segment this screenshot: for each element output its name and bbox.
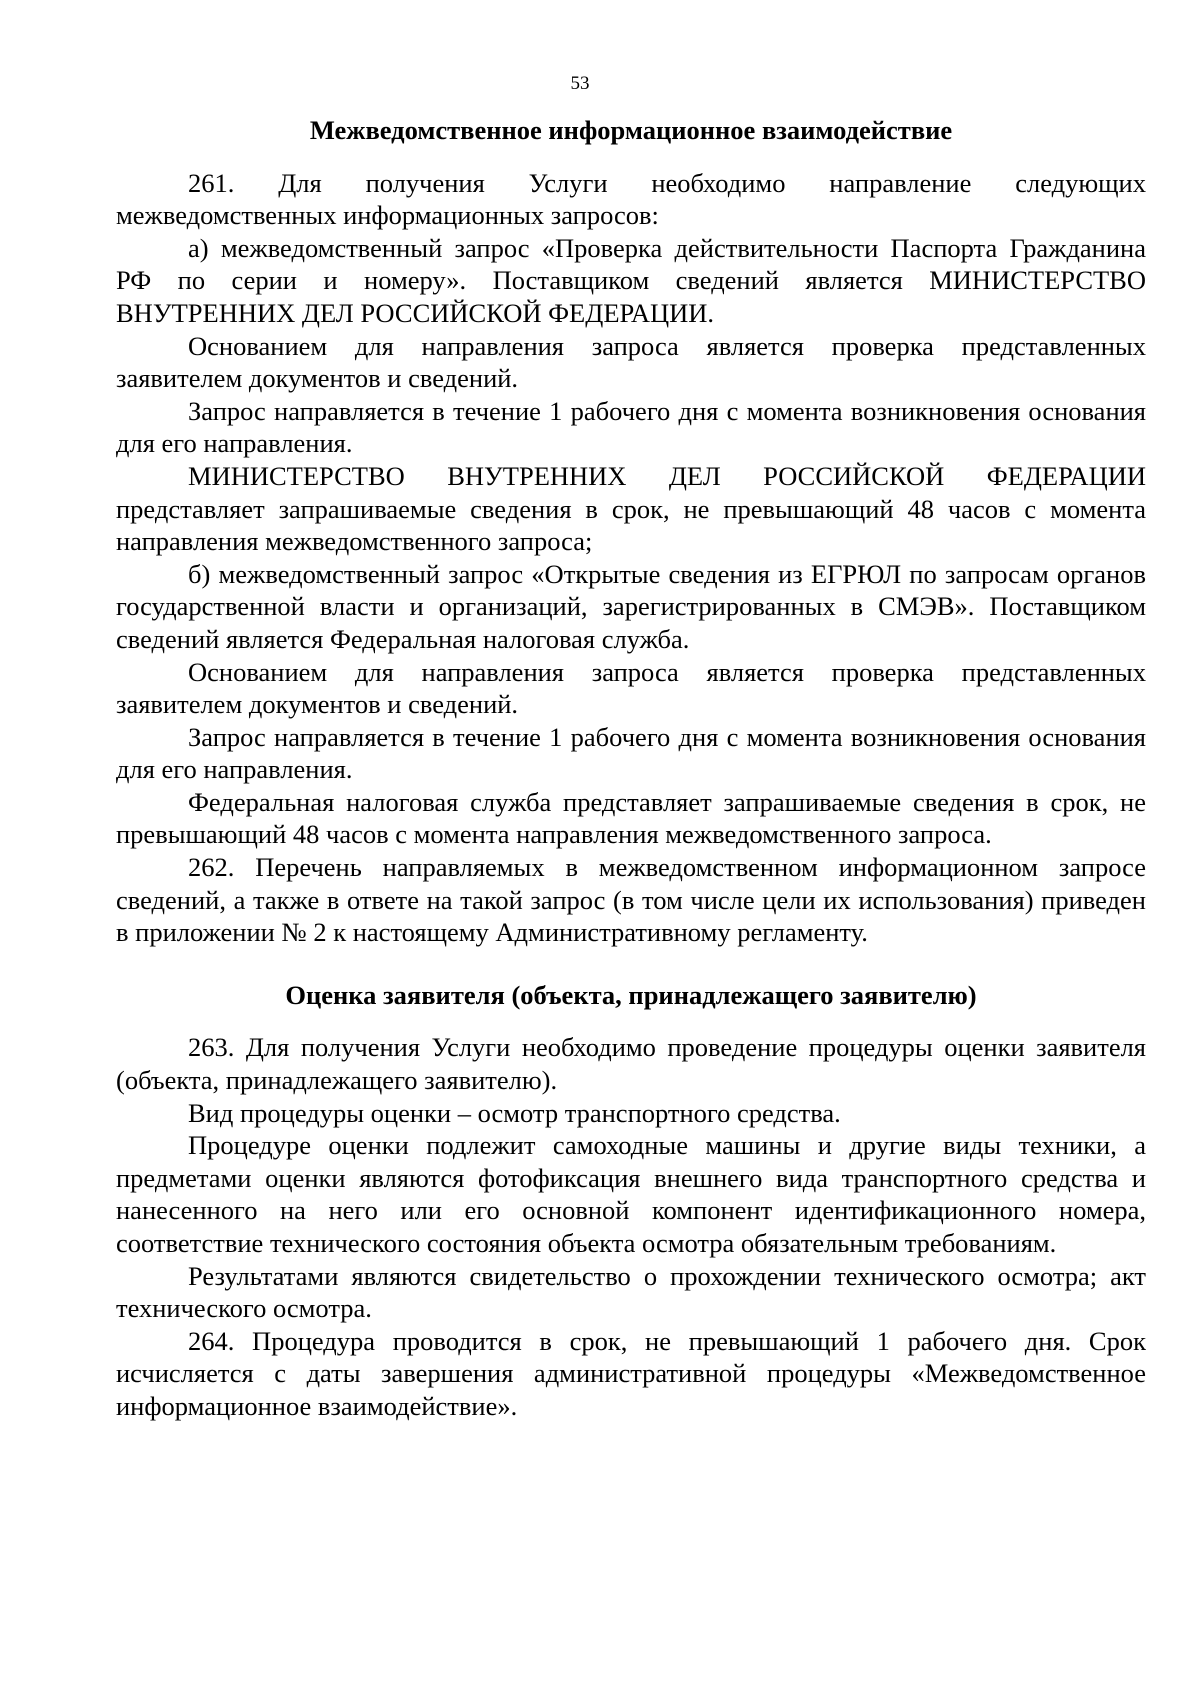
paragraph-262: 262. Перечень направляемых в межведомственном информационном запросе сведений, а также в ответе на такой запрос (в том числе цели их использования) приведен в приложении № 2 к настоящему Административному регламенту. [116,852,1146,948]
paragraph-basis-a: Основанием для направления запроса является проверка представленных заявителем документов и сведений. [116,330,1146,394]
paragraph-request-b: б) межведомственный запрос «Открытые сведения из ЕГРЮЛ по запросам органов государственной власти и организаций, зарегистрированных в СМЭВ». Поставщиком сведений является Федеральная налоговая служба. [116,558,1146,654]
paragraph-response-b: Федеральная налоговая служба представляет запрашиваемые сведения в срок, не превышающий 48 часов с момента направления межведомственного запроса. [116,786,1146,850]
document-body [116,114,1146,1423]
paragraph-assessment-subject: Процедуре оценки подлежит самоходные машины и другие виды техники, а предметами оценки являются фотофиксация внешнего вида транспортного средства и нанесенного на него или его основной компонент идентификационного номера, соответствие технического состояния объекта осмотра обязательным требованиям. [116,1130,1146,1258]
paragraph-results: Результатами являются свидетельство о прохождении технического осмотра; акт технического осмотра. [116,1260,1146,1324]
page-number: 53 [570,73,590,94]
paragraph-263: 263. Для получения Услуги необходимо проведение процедуры оценки заявителя (объекта, принадлежащего заявителю). [116,1032,1146,1096]
paragraph-procedure-type: Вид процедуры оценки – осмотр транспортного средства. [188,1097,841,1128]
paragraph-264: 264. Процедура проводится в срок, не превышающий 1 рабочего дня. Срок исчисляется с даты завершения административной процедуры «Межведомственное информационное взаимодействие». [116,1325,1146,1421]
paragraph-261: 261. Для получения Услуги необходимо направление следующих межведомственных информационных запросов: [116,167,1146,231]
section-heading-assessment: Оценка заявителя (объекта, принадлежащего заявителю) [285,979,977,1010]
paragraph-response-a: МИНИСТЕРСТВО ВНУТРЕННИХ ДЕЛ РОССИЙСКОЙ ФЕДЕРАЦИИ представляет запрашиваемые сведения в срок, не превышающий 48 часов с момента направления межведомственного запроса; [116,460,1146,557]
paragraph-request-a: а) межведомственный запрос «Проверка действительности Паспорта Гражданина РФ по серии и номеру». Поставщиком сведений является МИНИСТЕРСТВО ВНУТРЕННИХ ДЕЛ РОССИЙСКОЙ ФЕДЕРАЦИИ. [116,232,1146,328]
paragraph-timing-a: Запрос направляется в течение 1 рабочего дня с момента возникновения основания для его направления. [116,395,1146,459]
paragraph-timing-b: Запрос направляется в течение 1 рабочего дня с момента возникновения основания для его направления. [116,721,1146,785]
paragraph-basis-b: Основанием для направления запроса является проверка представленных заявителем документов и сведений. [116,656,1146,720]
section-heading-interagency: Межведомственное информационное взаимодействие [309,115,953,145]
